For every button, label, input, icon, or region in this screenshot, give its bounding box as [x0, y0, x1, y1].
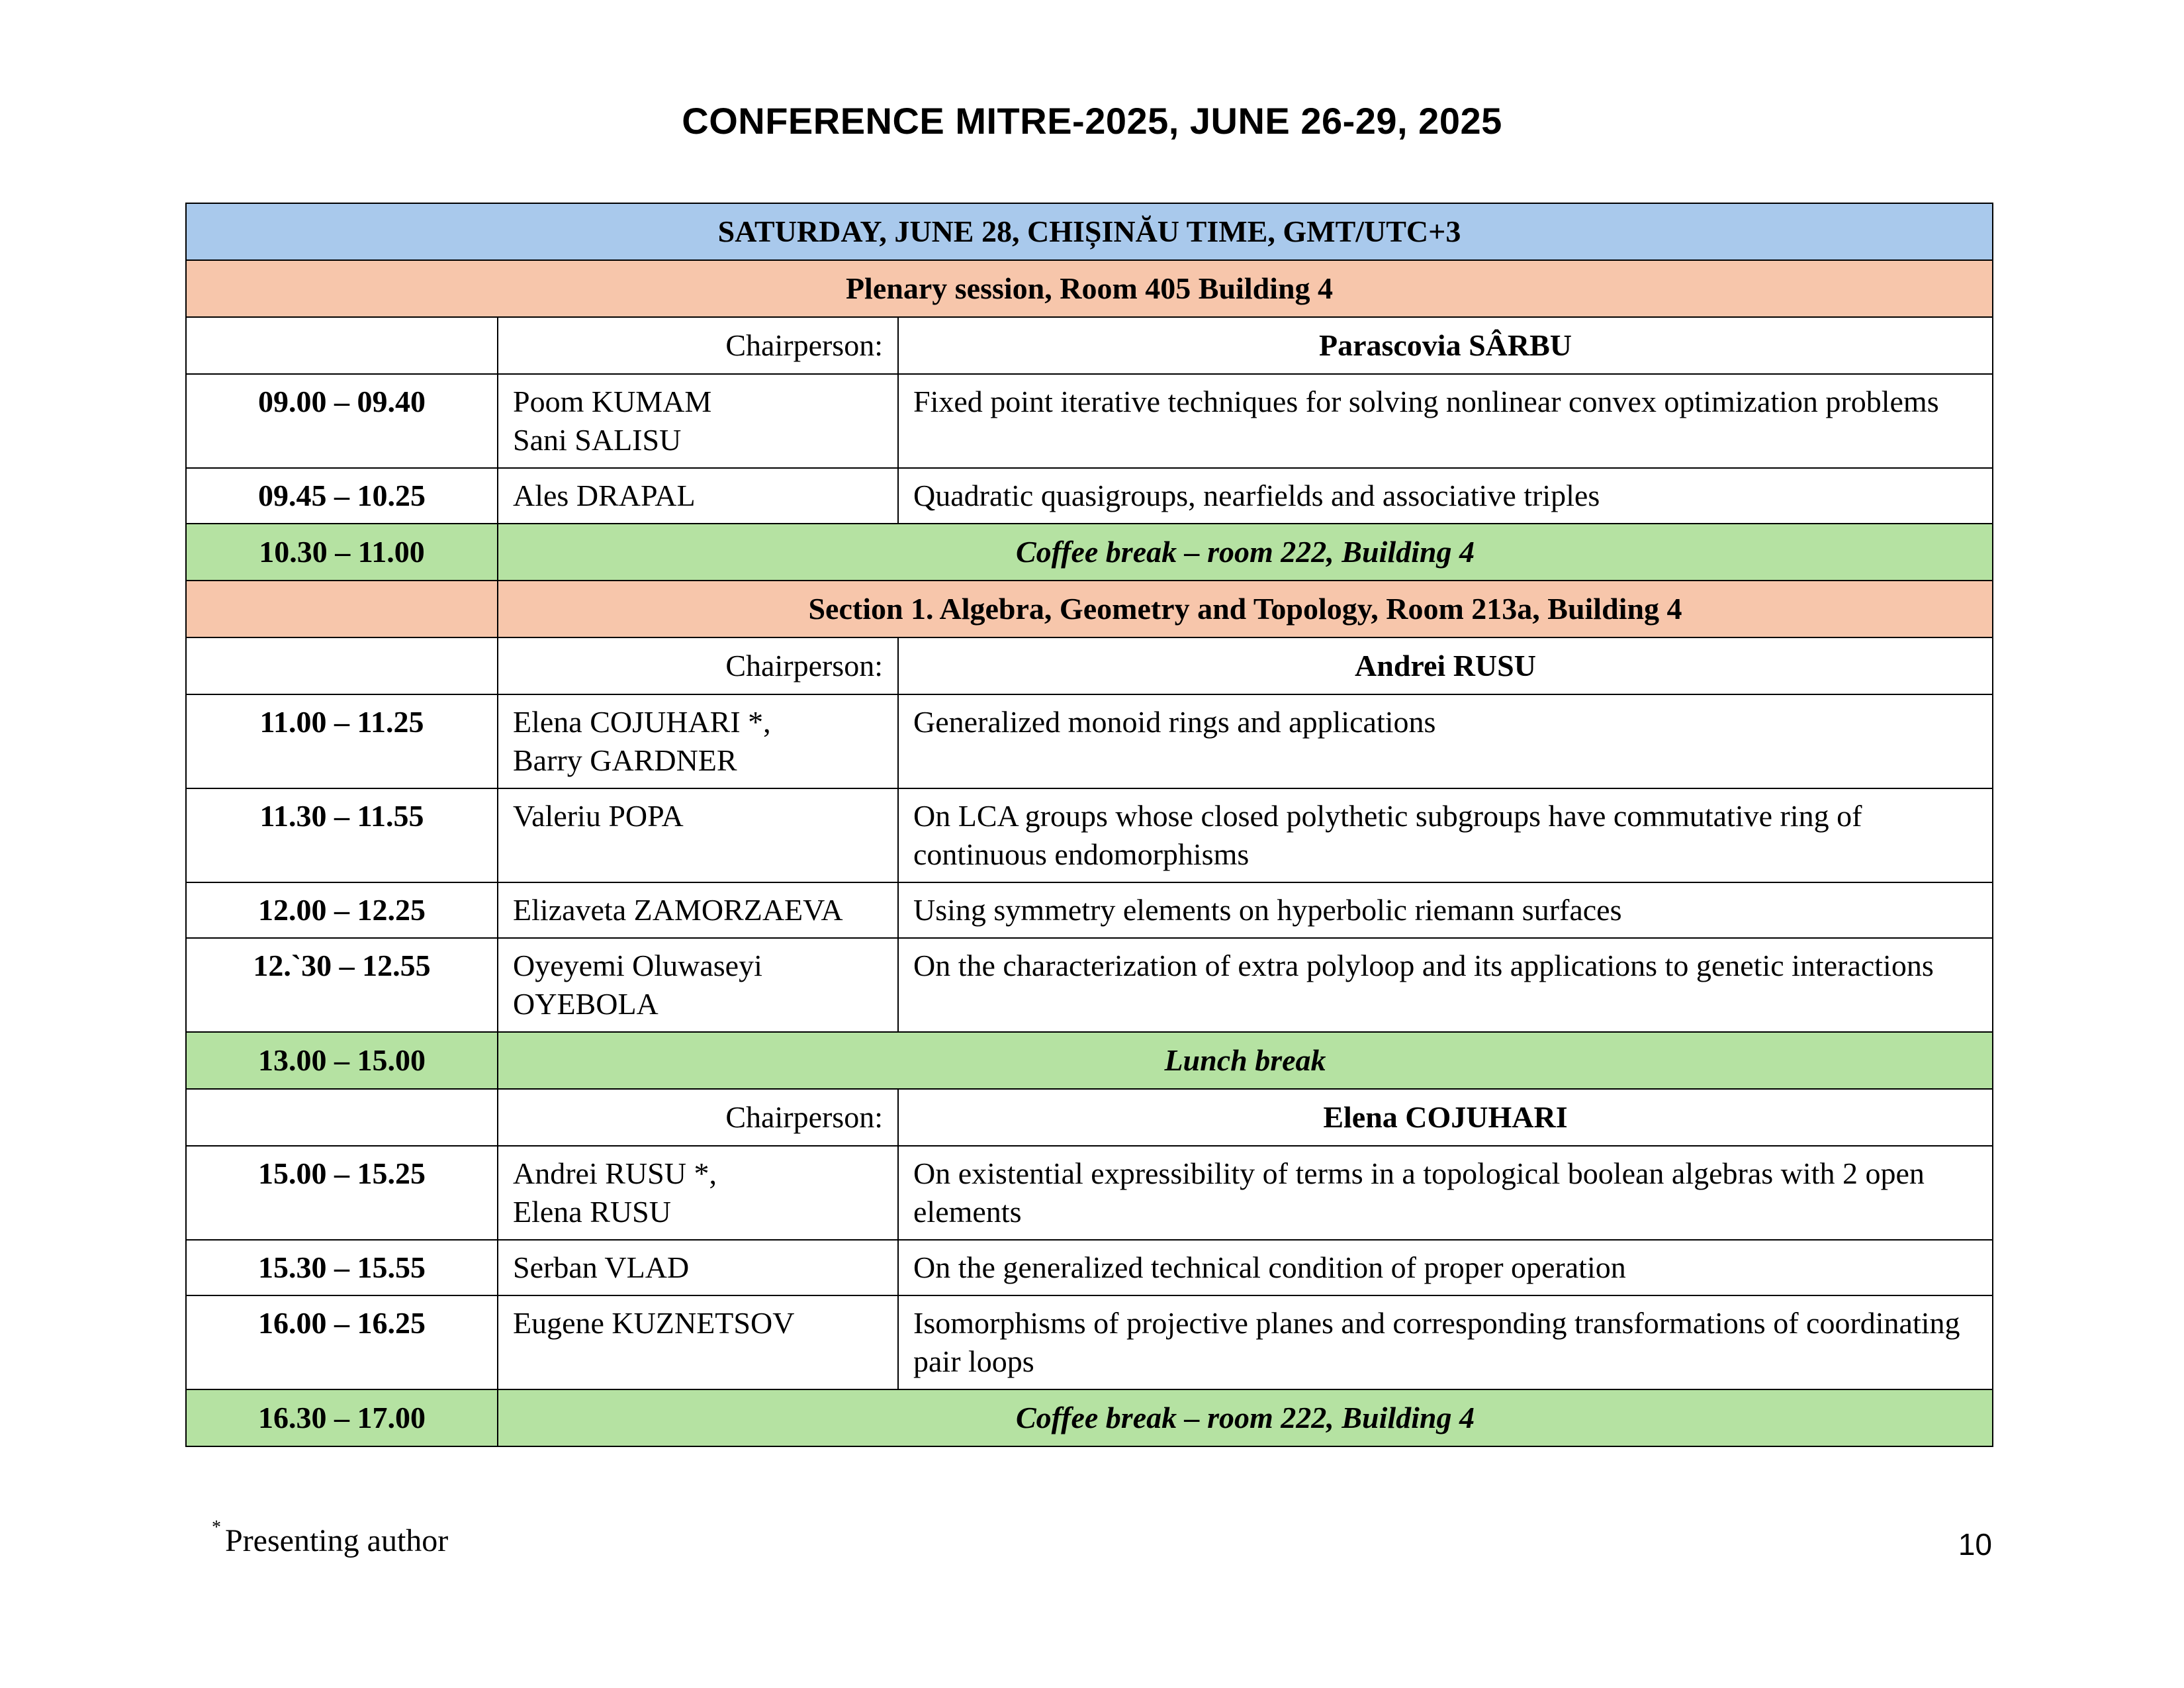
talk-author: Elena COJUHARI *, [513, 705, 771, 739]
empty-cell [186, 637, 498, 694]
talk-author: Andrei RUSU *, [513, 1156, 717, 1190]
empty-cell [186, 1089, 498, 1146]
footnote [212, 1517, 449, 1559]
talk-author: Sani SALISU [513, 423, 682, 457]
talk-row [186, 938, 1993, 1032]
talk-time: 15.00 – 15.25 [186, 1146, 498, 1240]
talk-author: Poom KUMAM [513, 385, 712, 418]
talk-author: Oyeyemi Oluwaseyi OYEBOLA [513, 949, 762, 1021]
talk-time: 16.00 – 16.25 [186, 1295, 498, 1389]
talk-title: Quadratic quasigroups, nearfields and associative triples [898, 468, 1993, 524]
page-number: 10 [1958, 1527, 1992, 1562]
chair-row [186, 1089, 1993, 1146]
talk-authors [498, 1240, 898, 1295]
day-header-row [186, 203, 1993, 260]
talk-row [186, 374, 1993, 468]
talk-author: Valeriu POPA [513, 799, 684, 833]
break-time: 16.30 – 17.00 [186, 1389, 498, 1446]
talk-title: On LCA groups whose closed polythetic subgroups have commutative ring of continuous endomorphisms [898, 788, 1993, 882]
break-label: Coffee break – room 222, Building 4 [498, 1389, 1993, 1446]
chair-label: Chairperson: [498, 317, 898, 374]
schedule-table [185, 203, 1993, 1447]
talk-title: Fixed point iterative techniques for solving nonlinear convex optimization problems [898, 374, 1993, 468]
talk-authors [498, 468, 898, 524]
coffee-break-row [186, 524, 1993, 581]
talk-time: 11.00 – 11.25 [186, 694, 498, 788]
day-header: SATURDAY, JUNE 28, CHIȘINĂU TIME, GMT/UTC+3 [186, 203, 1993, 260]
footnote-text: Presenting author [225, 1523, 449, 1558]
talk-title: On the characterization of extra polyloop and its applications to genetic interactions [898, 938, 1993, 1032]
break-time: 10.30 – 11.00 [186, 524, 498, 581]
talk-row [186, 468, 1993, 524]
talk-title: Using symmetry elements on hyperbolic riemann surfaces [898, 882, 1993, 938]
talk-author: Barry GARDNER [513, 743, 737, 777]
talk-row [186, 882, 1993, 938]
chair-name: Parascovia SÂRBU [898, 317, 1993, 374]
talk-authors [498, 882, 898, 938]
talk-time: 09.45 – 10.25 [186, 468, 498, 524]
talk-title: Generalized monoid rings and applications [898, 694, 1993, 788]
talk-row [186, 1295, 1993, 1389]
chair-label: Chairperson: [498, 637, 898, 694]
break-time: 13.00 – 15.00 [186, 1032, 498, 1089]
chair-name: Elena COJUHARI [898, 1089, 1993, 1146]
lunch-break-row [186, 1032, 1993, 1089]
talk-author: Ales DRAPAL [513, 479, 696, 512]
talk-authors [498, 938, 898, 1032]
talk-row [186, 1240, 1993, 1295]
footnote-mark: * [212, 1517, 221, 1538]
talk-time: 12.`30 – 12.55 [186, 938, 498, 1032]
break-label: Coffee break – room 222, Building 4 [498, 524, 1993, 581]
coffee-break-row [186, 1389, 1993, 1446]
talk-title: On the generalized technical condition of proper operation [898, 1240, 1993, 1295]
talk-time: 09.00 – 09.40 [186, 374, 498, 468]
empty-cell [186, 317, 498, 374]
talk-title: On existential expressibility of terms in a topological boolean algebras with 2 open elements [898, 1146, 1993, 1240]
section-header: Section 1. Algebra, Geometry and Topology, Room 213a, Building 4 [498, 581, 1993, 637]
talk-authors [498, 1146, 898, 1240]
chair-name: Andrei RUSU [898, 637, 1993, 694]
chair-row [186, 637, 1993, 694]
plenary-header-row [186, 260, 1993, 317]
talk-authors [498, 374, 898, 468]
talk-row [186, 694, 1993, 788]
talk-author: Serban VLAD [513, 1250, 690, 1284]
talk-authors [498, 1295, 898, 1389]
talk-time: 15.30 – 15.55 [186, 1240, 498, 1295]
talk-authors [498, 694, 898, 788]
chair-label: Chairperson: [498, 1089, 898, 1146]
break-label: Lunch break [498, 1032, 1993, 1089]
talk-author: Elena RUSU [513, 1195, 671, 1229]
section-header-row [186, 581, 1993, 637]
talk-author: Elizaveta ZAMORZAEVA [513, 893, 843, 927]
talk-time: 12.00 – 12.25 [186, 882, 498, 938]
page-title: CONFERENCE MITRE-2025, JUNE 26-29, 2025 [682, 100, 1502, 142]
talk-time: 11.30 – 11.55 [186, 788, 498, 882]
talk-authors [498, 788, 898, 882]
talk-row [186, 1146, 1993, 1240]
talk-author: Eugene KUZNETSOV [513, 1306, 795, 1340]
talk-row [186, 788, 1993, 882]
plenary-header: Plenary session, Room 405 Building 4 [186, 260, 1993, 317]
empty-cell [186, 581, 498, 637]
talk-title: Isomorphisms of projective planes and corresponding transformations of coordinating pair loops [898, 1295, 1993, 1389]
chair-row [186, 317, 1993, 374]
